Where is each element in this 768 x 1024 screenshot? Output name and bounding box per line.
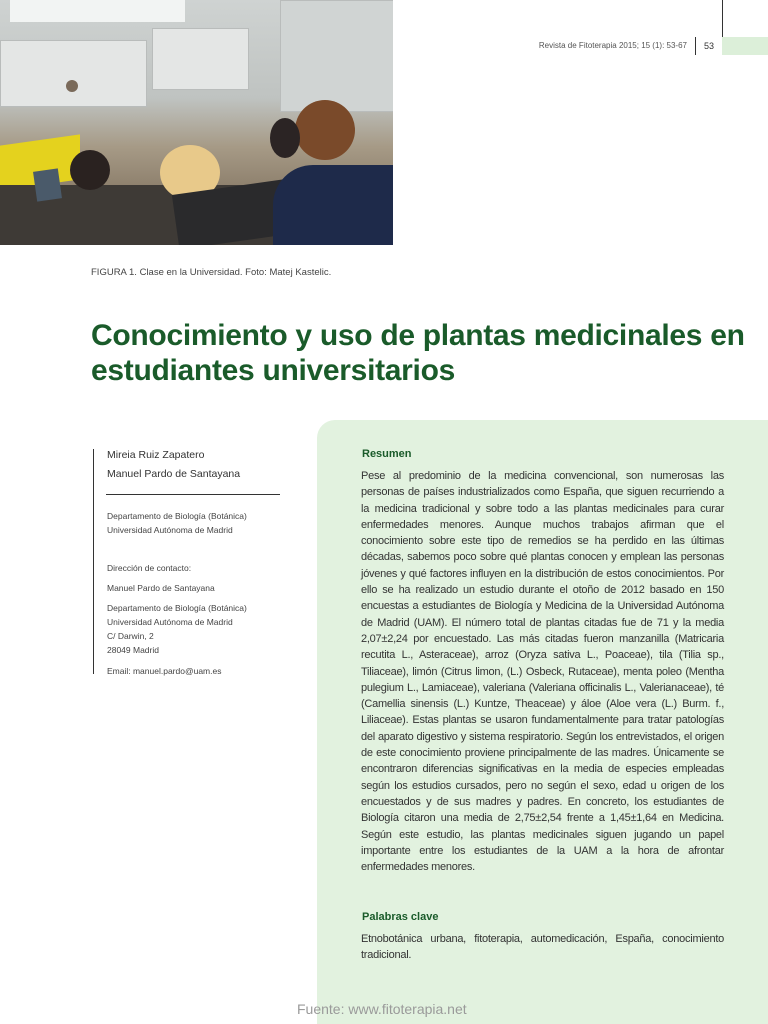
author-vertical-rule xyxy=(93,449,94,674)
contact-address-line: Departamento de Biología (Botánica) xyxy=(107,603,247,613)
header-divider xyxy=(695,37,696,55)
contact-address-line: Universidad Autónoma de Madrid xyxy=(107,617,233,627)
contact-address-line: 28049 Madrid xyxy=(107,645,159,655)
keywords-text: Etnobotánica urbana, fitoterapia, automedicación, España, conocimiento tradicional. xyxy=(361,933,724,962)
contact-address-line: C/ Darwin, 2 xyxy=(107,631,154,641)
classroom-photo xyxy=(0,0,393,245)
source-footer: Fuente: www.fitoterapia.net xyxy=(297,1001,467,1017)
affiliation-line: Universidad Autónoma de Madrid xyxy=(107,525,233,535)
contact-email: Email: manuel.pardo@uam.es xyxy=(107,666,222,676)
affiliation-line: Departamento de Biología (Botánica) xyxy=(107,511,247,521)
page-number: 53 xyxy=(697,37,768,55)
author-name: Mireia Ruiz Zapatero xyxy=(107,449,205,461)
journal-reference: Revista de Fitoterapia 2015; 15 (1): 53-67 xyxy=(538,41,687,50)
contact-name: Manuel Pardo de Santayana xyxy=(107,583,215,593)
author-info xyxy=(107,446,282,678)
keywords-heading: Palabras clave xyxy=(362,911,439,923)
figure-caption: FIGURA 1. Clase en la Universidad. Foto: Matej Kastelic. xyxy=(91,267,332,278)
author-divider xyxy=(106,494,280,495)
abstract-text: Pese al predominio de la medicina convencional, son numerosas las personas de países industrializados como España, que siguen recurriendo a la medicina tradicional y sobre todo a las plantas medicinales para curar enfermedades menores. Aunque muchos trabajos afirman que el conocimiento sobre este tipo de remedios se ha perdido en las últimas décadas, sabemos poco sobre qué plantas conocen y emplean las personas jóvenes y qué factores influyen en la distribución de estos conocimientos. Por ello se ha realizado un estudio durante el otoño de 2012 basado en 150 encuestas a estudiantes de Biología y Medicina de la Universidad Autónoma de Madrid (UAM). El número total de plantas citadas fue de 71 y la media 2,07±2,24 por encuestado. Las más citadas fueron manzanilla (Matricaria recutita L., Asteraceae), arroz (Oryza sativa L., Poaceae), tila (Tilia sp., Tiliaceae), limón (Citrus limon, (L.) Osbeck, Rutaceae), menta poleo (Mentha pulegium L., Lamiaceae), valeriana (Valeriana officinalis L., Valerianaceae), té (Camellia sinensis (L.) Kuntze, Theaceae) y áloe (Aloe vera (L.) Burm. f., Liliaceae). Estas plantas se usaron fundamentalmente para tratar patologías del aparato digestivo y sistema respiratorio. Según los entrevistados, el origen de este conocimiento proviene principalmente de las madres. Únicamente se encontraron diferencias significativas en la media de especies empleadas según los estudios cursados, pero no según el sexo, edad u origen de los encuestados y de sus madres y padres. En concreto, los estudiantes de Biología citaron una media de 2,75±2,54 frente a 1,45±1,64 en Medicina. Según este estudio, las plantas medicinales siguen jugando un papel importante entre los estudiantes de la UAM a la hora de afrontar enfermedades menores. xyxy=(361,470,724,874)
contact-label: Dirección de contacto: xyxy=(107,563,192,573)
author-name: Manuel Pardo de Santayana xyxy=(107,468,241,480)
abstract-heading: Resumen xyxy=(362,448,412,460)
article-title: Conocimiento y uso de plantas medicinales en estudiantes universitarios xyxy=(91,319,745,387)
